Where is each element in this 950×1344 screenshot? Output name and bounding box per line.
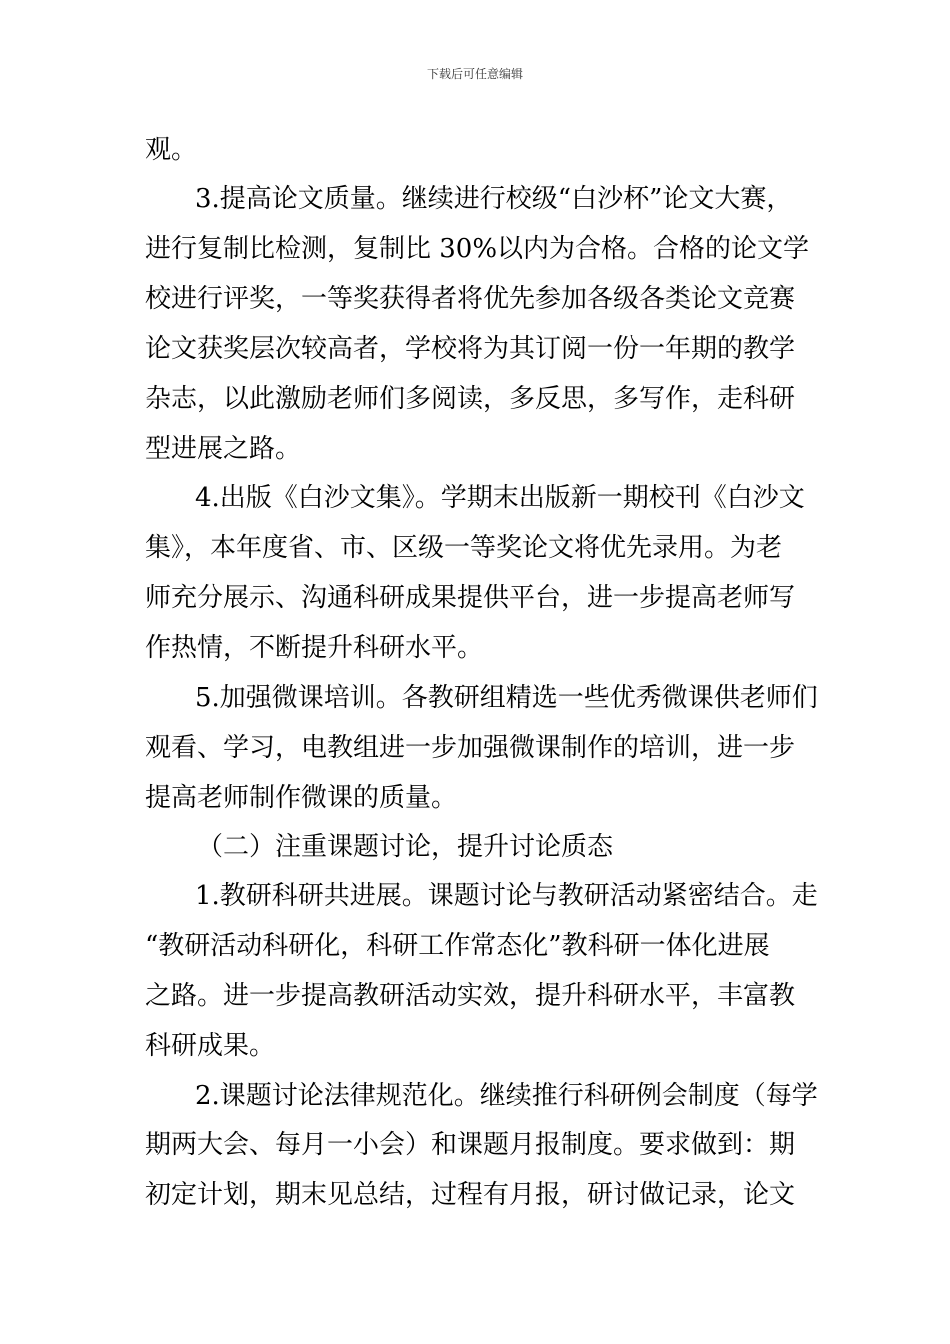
body-line: 1.教研科研共进展。课题讨论与教研活动紧密结合。走 [195,881,818,911]
body-line: 提高老师制作微课的质量。 [145,783,458,813]
body-line: 3.提高论文质量。继续进行校级“白沙杯”论文大赛， [195,184,793,214]
body-line: 作热情，不断提升科研水平。 [145,633,484,663]
body-line: 科研成果。 [145,1031,276,1061]
body-line: 观。 [145,135,198,165]
body-line: 5.加强微课培训。各教研组精选一些优秀微课供老师们 [195,683,818,713]
section-heading: （二）注重课题讨论，提升讨论质态 [197,832,614,862]
body-line: 期两大会、每月一小会）和课题月报制度。要求做到：期 [145,1130,796,1160]
body-line: 论文获奖层次较高者，学校将为其订阅一份一年期的教学 [145,334,796,364]
body-line: 型进展之路。 [145,434,302,464]
body-line: 集》，本年度省、市、区级一等奖论文将优先录用。为老 [145,533,783,563]
body-line: 4.出版《白沙文集》。学期末出版新一期校刊《白沙文 [195,483,805,513]
body-line: 师充分展示、沟通科研成果提供平台，进一步提高老师写 [145,583,796,613]
page-header: 下载后可任意编辑 [426,67,523,81]
body-line: 观看、学习，电教组进一步加强微课制作的培训，进一步 [145,733,796,763]
body-line: 之路。进一步提高教研活动实效，提升科研水平，丰富教 [145,981,796,1011]
body-line: “教研活动科研化，科研工作常态化”教科研一体化进展 [145,931,770,961]
body-line: 进行复制比检测，复制比 30%以内为合格。合格的论文学 [145,234,810,264]
body-line: 初定计划，期末见总结，过程有月报，研讨做记录，论文 [145,1180,796,1210]
body-line: 校进行评奖，一等奖获得者将优先参加各级各类论文竞赛 [145,284,796,314]
body-line: 2.课题讨论法律规范化。继续推行科研例会制度（每学 [195,1081,818,1111]
body-line: 杂志，以此激励老师们多阅读，多反思，多写作，走科研 [145,384,796,414]
